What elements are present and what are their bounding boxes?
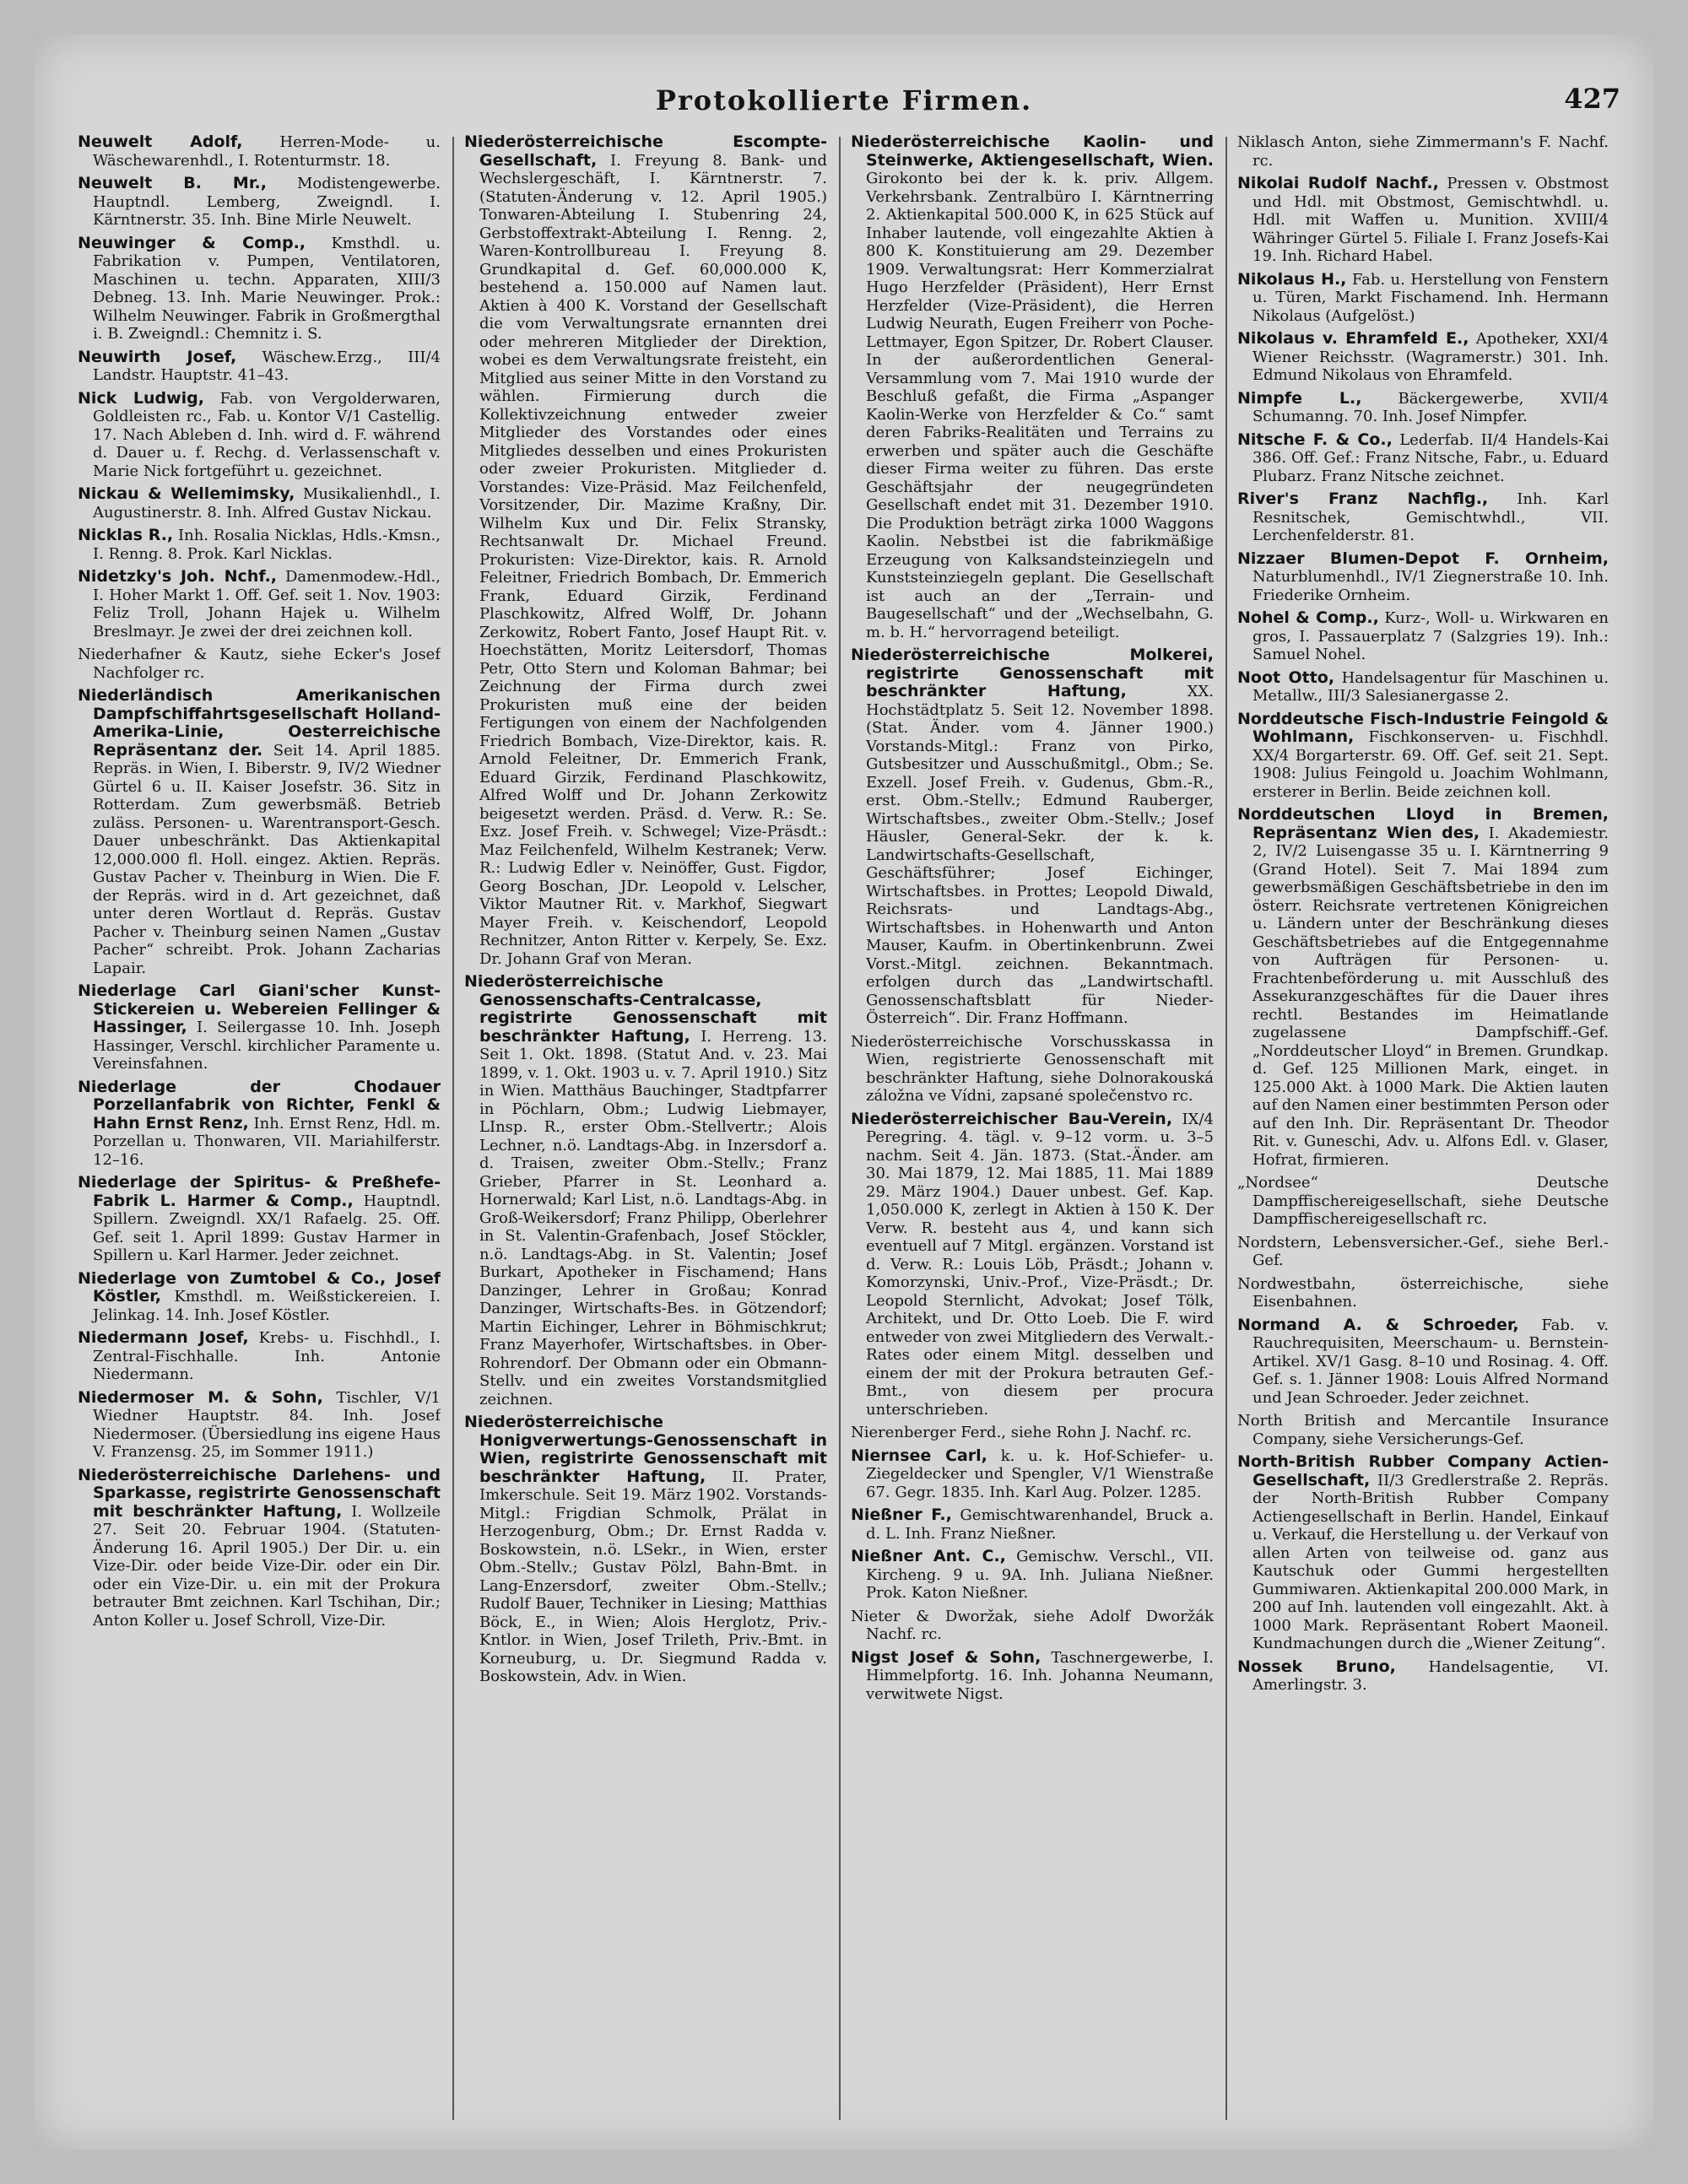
firm-name: Niederlage von Zumtobel & Co., Josef Köstler, [78, 1268, 441, 1306]
firm-details: Tischler, V/1 Wiedner Hauptstr. 84. Inh. Josef Niedermoser. (Übersiedlung ins eigene Haus V. Franzensg. 25, im Sommer 1911.) [93, 1388, 441, 1461]
firm-name: Neuwelt B. Mr., [78, 174, 267, 192]
firm-name: Nizzaer Blumen-Depot F. Ornheim, [1237, 549, 1609, 568]
directory-entry [78, 527, 441, 563]
directory-entry [78, 349, 441, 385]
firm-details: Inh. Karl Resnitschek, Gemischtwhdl., VII. Lerchenfelderstr. 81. [1252, 490, 1609, 544]
directory-entry [1237, 390, 1609, 426]
directory-entry [851, 1424, 1214, 1442]
directory-entry [78, 568, 441, 641]
firm-details: Apotheker, XXI/4 Wiener Reichsstr. (Wagramerstr.) 301. Inh. Edmund Nikolaus von Ehramfeld. [1252, 330, 1609, 384]
firm-details: Wäschew.Erzg., III/4 Landstr. Hauptstr. 41–43. [93, 348, 441, 384]
directory-entry [851, 1548, 1214, 1603]
firm-name: Nießner F., [851, 1506, 952, 1524]
directory-entry [851, 646, 1214, 1028]
firm-details: Nordstern, Lebensversicher.-Gef., siehe Berl.-Gef. [1237, 1233, 1609, 1269]
directory-entry [464, 1414, 827, 1686]
firm-details: I. Freyung 8. Bank- und Wechslergeschäft, I. Kärntnerstr. 7. (Statuten-Änderung v. 12. April 1905.) Tonwaren-Abteilung I. Stubenring 24, Gerbstoffextrakt-Abteilung I. Renng. 2, Waren-Kontrollbureau I. Freyung 8. Grundkapital d. Gef. 60,000.000 K, bestehend a. 150.000 auf Namen laut. Aktien à 400 K. Vorstand der Gesellschaft die vom Verwaltungsrate ernannten drei oder mehreren Mitglieder der Direktion, wobei es dem Verwaltungsrate freisteht, ein Mitglied aus seiner Mitte in den Vorstand zu wählen. Firmierung durch die Kollektivzeichnung entweder zweier Mitglieder des Vorstandes oder eines Mitgliedes desselben und eines Prokuristen oder zweier Prokuristen. Mitglieder d. Vorstandes: Vize-Präsid. Maz Feilchenfeld, Vorsitzender, Dir. Mazime Kraßny, Dir. Wilhelm Kux und Dir. Felix Stransky, Rechtsanwalt Dr. Michael Freund. Prokuristen: Vize-Direktor, kais. R. Arnold Feleitner, Friedrich Bombach, Dr. Emmerich Frank, Eduard Girzik, Ferdinand Plaschkowitz, Alfred Wolff, Dr. Johann Zerkowitz, Robert Fanto, Josef Haupt Rit. v. Hoechstätten, Moritz Leitersdorf, Thomas Petr, Otto Stern und Koloman Bahmar; bei Zeichnung der Firma durch zwei Prokuristen muß eine der beiden Fertigungen von einem der Nachfolgenden Friedrich Bombach, Vize-Direktor, kais. R. Arnold Feleitner, Dr. Emmerich Frank, Eduard Girzik, Ferdinand Plaschkowitz, Alfred Wolff und Dr. Johann Zerkowitz beigesetzt werden. Präsd. d. Verw. R.: Se. Exz. Josef Freih. v. Schwegel; Vize-Präsdt.: Maz Feilchenfeld, Wilhelm Kestranek; Verw. R.: Ludwig Edler v. Neinöffer, Gust. Figdor, Georg Boschan, JDr. Leopold v. Lelscher, Viktor Mautner Rit. v. Markhof, Siegwart Mayer Freih. v. Keischendorf, Leopold Rechnitzer, Anton Ritter v. Kerpely, Se. Exz. Dr. Johann Graf von Meran. [479, 151, 827, 968]
firm-name: Niederösterreichische Darlehens- und Sparkasse, registrirte Genossenschaft mit beschränkter Haftung, [78, 1465, 441, 1521]
firm-details: II/3 Gredlerstraße 2. Repräs. der North-British Rubber Company Actiengesellschaft in Berlin. Handel, Einkauf u. Verkauf, die Herstellung u. der Verkauf von allen Arten von teilweise od. ganz aus Kautschuk oder Gummi hergestellten Gummiwaren. Aktienkapital 200.000 Mark, in 200 auf Inh. lautenden voll eingezahlt. Akt. à 1000 Mark. Repräsentant Robert Maoneil. Kundmachungen durch die „Wiener Zeitung“. [1252, 1471, 1609, 1652]
firm-details: Fab. v. Rauchrequisiten, Meerschaum- u. Bernstein-Artikel. XV/1 Gasg. 8–10 und Rosinag. 4. Off. Gef. s. 1. Jänner 1908: Louis Alfred Normand und Jean Schroeder. Jeder zeichnet. [1252, 1316, 1609, 1407]
firm-name: Normand A. & Schroeder, [1237, 1315, 1519, 1334]
firm-name: Noot Otto, [1237, 668, 1335, 687]
firm-details: Fab. von Vergolderwaren, Goldleisten rc., Fab. u. Kontor V/1 Castellig. 17. Nach Ableben d. Inh. wird d. F. während d. Dauer u. f. Rechg. d. Verlassenschaft v. Marie Nick fortgeführt u. gezeichnet. [93, 389, 441, 480]
firm-name: Norddeutsche Fisch-Industrie Feingold & Wohlmann, [1237, 709, 1609, 746]
directory-entry [464, 133, 827, 968]
firm-details: Seit 14. April 1885. Repräs. in Wien, I. Biberstr. 9, IV/2 Wiedner Gürtel 6 u. II. Kaiser Josefstr. 36. Sitz in Rotterdam. Zum gewerbsmäß. Betrieb zuläss. Personen- u. Warentransport-Gesch. Dauer unbeschränkt. Das Aktienkapital 12,000.000 fl. Holl. eingez. Aktien. Repräs. Gustav Pacher v. Theinburg in Wien. Die F. der Repräs. wird in d. Art gezeichnet, daß unter deren Wortlaut d. Repräs. Gustav Pacher v. Theinburg seinen Namen „Gustav Pacher“ schreibt. Prok. Johann Zacharias Lapair. [93, 741, 441, 977]
page-title: Protokollierte Firmen. [655, 84, 1033, 116]
directory-entry [1237, 1412, 1609, 1448]
firm-name: Niederlage Carl Giani'scher Kunst-Stickereien u. Webereien Fellinger & Hassinger, [78, 981, 441, 1036]
firm-details: North British and Mercantile Insurance Company, siehe Versicherungs-Gef. [1237, 1412, 1609, 1448]
directory-entry [78, 687, 441, 977]
firm-details: Damenmodew.-Hdl., I. Hoher Markt 1. Off. Gef. seit 1. Nov. 1903: Feliz Troll, Johann Hajek u. Wilhelm Breslmayr. Je zwei der drei zeichnen koll. [93, 568, 441, 641]
firm-name: Nicklas R., [78, 526, 174, 544]
firm-details: Handelsagentur für Maschinen u. Metallw., III/3 Salesianergasse 2. [1252, 668, 1609, 705]
directory-entry [851, 1111, 1214, 1419]
firm-name: Niederländisch Amerikanischen Dampfschiffahrtsgesellschaft Holland-Amerika-Linie, Oesterreichische Repräsentanz der. [78, 686, 441, 760]
directory-entry [1237, 175, 1609, 266]
firm-details: Niederhafner & Kautz, siehe Ecker's Josef Nachfolger rc. [78, 646, 441, 682]
directory-entry [78, 1467, 441, 1630]
firm-name: Niederlage der Spiritus- & Preßhefe-Fabrik L. Harmer & Comp., [78, 1173, 441, 1210]
firm-name: Neuwelt Adolf, [78, 133, 243, 151]
firm-name: Niedermoser M. & Sohn, [78, 1387, 323, 1407]
firm-name: Niedermann Josef, [78, 1328, 249, 1347]
firm-details: Handelsagentie, VI. Amerlingstr. 3. [1252, 1657, 1609, 1694]
firm-details: Taschnergewerbe, I. Himmelpfortg. 16. Inh. Johanna Neumann, verwitwete Nigst. [866, 1648, 1214, 1703]
firm-name: Niederösterreichische Kaolin- und Steinwerke, Aktiengesellschaft, Wien. [851, 133, 1214, 170]
firm-details: Fischkonserven- u. Fischhdl. XX/4 Borgarterstr. 69. Off. Gef. seit 21. Sept. 1908: Julius Feingold u. Joachim Wohlmann, ersterer in Berlin. Beide zeichnen koll. [1252, 728, 1609, 801]
firm-details: Gemischw. Verschl., VII. Kircheng. 9 u. 9A. Inh. Juliana Nießner. Prok. Katon Nießner. [866, 1548, 1214, 1602]
directory-entry [851, 1608, 1214, 1644]
firm-details: Kmsthdl. u. Fabrikation v. Pumpen, Ventilatoren, Maschinen u. techn. Apparaten, XIII/3 Debneg. 13. Inh. Marie Neuwinger. Prok.: Wilhelm Neuwinger. Fabrik in Großmergthal i. B. Zweigndl.: Chemnitz i. S. [93, 234, 441, 343]
firm-name: Nickau & Wellemimsky, [78, 484, 295, 503]
directory-entry [1237, 490, 1609, 545]
directory-entry [1237, 1275, 1609, 1311]
directory-entry [78, 1329, 441, 1384]
firm-details: Niederösterreichische Vorschusskassa in Wien, registrierte Genossenschaft mit beschränkter Haftung, siehe Dolnorakouská záložna ve Vídni, zapsané společenstvo rc. [851, 1032, 1214, 1105]
firm-details: Niklasch Anton, siehe Zimmermann's F. Nachf. rc. [1237, 133, 1609, 170]
column-divider [1225, 137, 1227, 2120]
firm-details: Inh. Ernst Renz, Hdl. m. Porzellan u. Thonwaren, VII. Mariahilferstr. 12–16. [93, 1114, 441, 1169]
firm-details: IX/4 Peregring. 4. tägl. v. 9–12 vorm. u. 3–5 nachm. Seit 4. Jän. 1873. (Stat.-Änder. am 30. Mai 1879, 12. Mai 1885, 11. Mai 1889 29. März 1904.) Dauer unbest. Gef. Kap. 1,050.000 K, zerlegt in Aktien à 150 K. Der Verw. R. besteht aus 4, und kann sich eventuell auf 7 Mitgl. ergänzen. Vorstand ist d. Verw. R.: Louis Löb, Präsdt.; Johann v. Komorzynski, Univ.-Prof., Vize-Präsdt.; Dr. Leopold Sternlicht, Advokat; Josef Tölk, Architekt, und Dr. Otto Loeb. Die F. wird entweder von zwei Mitgliedern des Verwalt.-Rates oder einem Mitgl. desselben und einem der mit der Prokura betrauten Gef.-Bmt., von diesem per procura unterschrieben. [866, 1110, 1214, 1419]
firm-details: Modistengewerbe. Hauptndl. Lemberg, Zweigndl. I. Kärntnerstr. 35. Inh. Bine Mirle Neuwelt. [93, 175, 441, 229]
directory-entry [851, 1447, 1214, 1502]
firm-name: Nikolaus H., [1237, 269, 1347, 289]
firm-name: River's Franz Nachflg., [1237, 489, 1489, 508]
firm-details: XX. Hochstädtplatz 5. Seit 12. November 1898. (Stat. Änder. vom 4. Jänner 1900.) Vorstands-Mitgl.: Franz von Pirko, Gutsbesitzer und Ausschußmitgl., Obm.; Se. Exzell. Josef Freih. v. Gudenus, Gbm.-R., erst. Obm.-Stellv.; Edmund Rauberger, Wirtschaftsbes., zweiter Obm.-Stellv.; Josef Häusler, General-Sekr. der k. k. Landwirtschafts-Gesellschaft, Geschäftsführer; Josef Eichinger, Wirtschaftsbes. in Prottes; Leopold Diwald, Reichsrats- und Landtags-Abg., Wirtschaftsbes. in Hohenwarth und Anton Mauser, Kaufm. in Obertinkenbrunn. Zwei Vorst.-Mitgl. zeichnen. Bekanntmach. erfolgen durch das „Landwirtschaftl. Genossenschaftsblatt für Nieder-Österreich“. Dir. Franz Hoffmann. [866, 683, 1214, 1027]
firm-details: Gemischtwarenhandel, Bruck a. d. L. Inh. Franz Nießner. [866, 1506, 1214, 1543]
firm-details: Nieter & Dworžak, siehe Adolf Dworžák Nachf. rc. [851, 1607, 1214, 1643]
firm-details: Lederfab. II/4 Handels-Kai 386. Off. Gef.: Franz Nitsche, Fabr., u. Eduard Plubarz. Franz Nitsche zeichnet. [1252, 430, 1609, 485]
firm-details: II. Prater, Imkerschule. Seit 19. März 1902. Vorstands-Mitgl.: Frigdian Schmolk, Prälat in Herzogenburg, Obm.; Dr. Ernst Radda v. Boskowstein, n.ö. LSekr., in Wien, erster Obm.-Stellv.; Gustav Pölzl, Bahn-Bmt. in Lang-Enzersdorf, zweiter Obm.-Stellv.; Rudolf Bauer, Techniker in Liesing; Matthias Böck, E., in Wien; Alois Herglotz, Priv.-Kntlor. in Wien, Josef Trileth, Priv.-Bmt. in Korneuburg, u. Dr. Siegmund Radda v. Boskowstein, Adv. in Wien. [479, 1468, 827, 1685]
directory-entry [1237, 271, 1609, 326]
firm-details: Nierenberger Ferd., siehe Rohn J. Nachf. rc. [851, 1424, 1192, 1441]
firm-details: Herren-Mode- u. Wäschewarenhdl., I. Rotenturmstr. 18. [93, 133, 441, 170]
directory-entry [1237, 550, 1609, 605]
firm-details: Fab. u. Herstellung von Fenstern u. Türen, Markt Fischamend. Inh. Hermann Nikolaus (Aufgelöst.) [1252, 270, 1609, 325]
firm-details: Kurz-, Woll- u. Wirkwaren en gros, I. Passauerplatz 7 (Salzgries 19). Inh.: Samuel Nohel. [1252, 609, 1609, 663]
firm-details: Musikalienhdl., I. Augustinerstr. 8. Inh. Alfred Gustav Nickau. [93, 485, 441, 522]
firm-name: Nimpfe L., [1237, 388, 1362, 408]
directory-entry [1237, 1658, 1609, 1695]
firm-details: Bäckergewerbe, XVII/4 Schumanng. 70. Inh. Josef Nimpfer. [1252, 389, 1609, 425]
firm-name: Nidetzky's Joh. Nchf., [78, 567, 278, 586]
firm-name: Nießner Ant. C., [851, 1547, 1006, 1565]
firm-name: Niernsee Carl, [851, 1446, 987, 1465]
firm-name: Norddeutschen Lloyd in Bremen, Repräsentanz Wien des, [1237, 805, 1609, 842]
firm-details: Naturblumenhdl., IV/1 Ziegnerstraße 10. Inh. Friederike Ornheim. [1252, 568, 1609, 604]
directory-entry [1237, 1316, 1609, 1408]
firm-details: Inh. Rosalia Nicklas, Hdls.-Kmsn., I. Renng. 8. Prok. Karl Nicklas. [93, 527, 441, 563]
firm-details: Hauptndl. Spillern. Zweigndl. XX/1 Rafaelg. 25. Off. Gef. seit 1. April 1899: Gustav Harmer in Spillern u. Karl Harmer. Jeder zeichnet. [93, 1192, 441, 1264]
firm-details: Girokonto bei der k. k. priv. Allgem. Verkehrsbank. Zentralbüro I. Kärntnerring 2. Aktienkapital 500.000 K, in 625 Stück auf Inhaber lautende, voll eingezahlte Aktien à 800 K. Konstituierung am 29. Dezember 1909. Verwaltungsrat: Herr Kommerzialrat Hugo Herzfelder (Präsident), Herr Ernst Herzfelder (Vize-Präsident), die Herren Ludwig Neurath, Eugen Freiherr von Poche-Lettmayer, Egon Spitzer, Dr. Robert Clauser. In der außerordentlichen General-Versammlung vom 7. Mai 1910 wurde der Beschluß gefaßt, die Firma „Aspanger Kaolin-Werke von Herzfelder & Co.“ samt deren Fabriks-Realitäten und Terrains zu erwerben und später auch die Geschäfte dieser Firma weiter zu führen. Das erste Geschäftsjahr der neugegründeten Gesellschaft endet mit 31. Dezember 1910. Die Produktion beträgt zirka 1000 Waggons Kaolin. Nebstbei ist die fabrikmäßige Erzeugung von Kalksandsteinziegeln und Kunststeinziegeln geplant. Die Gesellschaft ist auch an der „Terrain- und Baugesellschaft“ und der „Wechselbahn, G. m. b. H.“ hervorragend beteiligt. [866, 170, 1214, 641]
firm-name: North-British Rubber Company Actien-Gesellschaft, [1237, 1452, 1609, 1489]
column-divider [452, 137, 454, 2120]
firm-details: I. Akademiestr. 2, IV/2 Luisengasse 35 u. I. Kärntnerring 9 (Grand Hotel). Seit 7. Mai 1894 zum gewerbsmäßigen Geschäftsbetriebe in den im österr. Reichsrate vertretenen Königreichen u. Ländern unter der Beschränkung dieses Geschäftsbetriebes auf die Entgegennahme von Aufträgen für Personen- u. Frachtenbeförderung u. mit Ausschluß des Assekuranzgeschäftes für die Dauer ihres rechtl. Bestandes im Heimatlande zugelassene Dampfschiff.-Gef. „Norddeutscher Lloyd“ in Bremen. Grundkap. d. Gef. 125 Millionen Mark, einget. in 125.000 Akt. à 1000 Mark. Die Aktien lauten auf den Namen einer bestimmten Person oder auf den Inh. Dir. Repräsentant Dr. Theodor Rit. v. Guneschi, Adv. u. Alfons Edl. v. Glaser, Hofrat, firmieren. [1252, 824, 1609, 1169]
directory-entry [1237, 1174, 1609, 1229]
directory-entry [78, 390, 441, 481]
firm-name: Niederösterreichische Escompte-Gesellschaft, [464, 133, 827, 170]
directory-entry [78, 982, 441, 1073]
firm-details: Krebs- u. Fischhdl., I. Zentral-Fischhalle. Inh. Antonie Niedermann. [93, 1329, 441, 1383]
directory-entry [1237, 609, 1609, 664]
directory-entry [78, 235, 441, 343]
page-number: 427 [1564, 83, 1620, 115]
firm-details: I. Wollzeile 27. Seit 20. Februar 1904. (Statuten-Änderung 16. April 1905.) Der Dir. u. ein Vize-Dir. oder beide Vize-Dir. oder ein Dir. oder ein Vize-Dir. u. ein mit der Prokura betrauter Bmt zeichnen. Karl Tschihan, Dir.; Anton Koller u. Josef Schroll, Vize-Dir. [93, 1502, 441, 1630]
directory-entry [851, 1506, 1214, 1543]
column-2 [464, 133, 827, 2125]
firm-name: Niederösterreichischer Bau-Verein, [851, 1109, 1173, 1128]
directory-entry [851, 1033, 1214, 1106]
directory-page [34, 34, 1654, 2150]
directory-entry [78, 1270, 441, 1325]
directory-entry [78, 1389, 441, 1462]
directory-entry [1237, 669, 1609, 705]
directory-entry [78, 1174, 441, 1265]
firm-details: k. u. k. Hof-Schiefer- u. Ziegeldecker und Spengler, V/1 Wienstraße 67. Gegr. 1835. Inh. Karl Aug. Polzer. 1285. [866, 1446, 1214, 1501]
directory-entry [464, 973, 827, 1408]
directory-entry [1237, 1234, 1609, 1270]
column-divider [839, 137, 841, 2120]
directory-entry [78, 1078, 441, 1170]
directory-entry [1237, 133, 1609, 170]
firm-name: Nick Ludwig, [78, 388, 204, 408]
firm-details: „Nordsee“ Deutsche Dampffischereigesellschaft, siehe Deutsche Dampffischereigesellschaft rc. [1237, 1174, 1609, 1228]
firm-details: I. Herreng. 13. Seit 1. Okt. 1898. (Statut And. v. 23. Mai 1899, v. 1. Okt. 1903 u. v. 7. April 1910.) Sitz in Wien. Matthäus Bauchinger, Stadtpfarrer in Pöchlarn, Obm.; Ludwig Liebmayer, LInsp. R., erster Obm.-Stellvertr.; Alois Lechner, n.ö. Landtags-Abg. in Inzersdorf a. d. Traisen, zweiter Obm.-Stellv.; Franz Grieber, Pfarrer in St. Leonhard a. Hornerwald; Karl List, n.ö. Landtags-Abg. in Groß-Weikersdorf; Franz Philipp, Oberlehrer in St. Valentin-Grafenbach, Josef Stöckler, n.ö. Landtags-Abg. in St. Valentin; Josef Burkart, Apotheker in Fischamend; Hans Danzinger, Lehrer in Großau; Konrad Danzinger, Wirtschafts-Bes. in Götzendorf; Martin Eichinger, Lehrer in Böhmischkrut; Franz Mayerhofer, Wirtschaftsbes. in Ober-Rohrendorf. Der Obmann oder ein Obmann-Stellv. und ein zweites Vorstandsmitglied zeichnen. [479, 1027, 827, 1408]
directory-entry [1237, 431, 1609, 486]
firm-details: Nordwestbahn, österreichische, siehe Eisenbahnen. [1237, 1274, 1609, 1311]
firm-name: Neuwinger & Comp., [78, 233, 306, 252]
firm-name: Niederlage der Chodauer Porzellanfabrik von Richter, Fenkl & Hahn Ernst Renz, [78, 1077, 441, 1133]
firm-name: Nikolaus v. Ehramfeld E., [1237, 329, 1469, 348]
firm-name: Niederösterreichische Molkerei, registrirte Genossenschaft mit beschränkter Haftung, [851, 646, 1214, 700]
directory-entry [1237, 330, 1609, 385]
directory-entry [78, 133, 441, 170]
directory-entry [1237, 1453, 1609, 1653]
firm-details: I. Seilergasse 10. Inh. Joseph Hassinger, Verschl. kirchlicher Paramente u. Vereinsfahnen. [93, 1019, 441, 1073]
firm-name: Nohel & Comp., [1237, 608, 1379, 627]
firm-name: Nossek Bruno, [1237, 1657, 1396, 1676]
firm-details: Pressen v. Obstmost und Hdl. mit Obstmost, Gemischtwhdl. u. Hdl. mit Waffen u. Munition. XVIII/4 Währinger Gürtel 5. Filiale I. Franz Josefs-Kai 19. Inh. Richard Habel. [1252, 175, 1609, 265]
firm-name: Neuwirth Josef, [78, 347, 237, 366]
firm-name: Niederösterreichische Honigverwertungs-Genossenschaft in Wien, registrirte Genossenschaft mit beschränkter Haftung, [464, 1413, 827, 1486]
directory-entry [78, 485, 441, 522]
directory-entry [851, 133, 1214, 641]
directory-entry [78, 175, 441, 230]
firm-name: Nikolai Rudolf Nachf., [1237, 174, 1439, 192]
directory-entry [851, 1649, 1214, 1704]
firm-details: Kmsthdl. m. Weißstickereien. I. Jelinkag. 14. Inh. Josef Köstler. [93, 1288, 441, 1324]
firm-name: Nigst Josef & Sohn, [851, 1647, 1041, 1667]
firm-name: Nitsche F. & Co., [1237, 430, 1393, 449]
directory-entry [1237, 806, 1609, 1169]
column-3 [851, 133, 1214, 2125]
directory-entry [78, 646, 441, 682]
directory-entry [1237, 711, 1609, 802]
firm-name: Niederösterreichische Genossenschafts-Centralcasse, registrirte Genossenschaft mit beschränkter Haftung, [464, 972, 827, 1046]
column-4 [1237, 133, 1609, 2125]
column-1 [78, 133, 441, 2125]
